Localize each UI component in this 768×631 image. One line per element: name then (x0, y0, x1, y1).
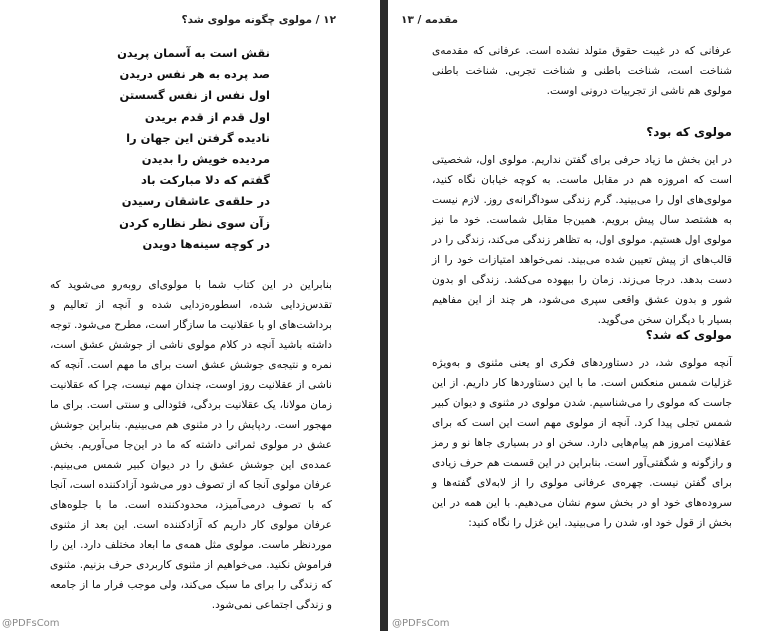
poem-line: گفتم که دلا مبارکت باد (141, 173, 270, 188)
intro-paragraph: عرفانی که در غیبت حقوق متولد نشده است. عرفانی که مقدمه‌ی شناخت است، شناخت باطنی و شناخت تجربی. شناخت باطنی مولوی هم ناشی از تجربیات درونی اوست. (432, 45, 732, 97)
poem-line: نادیده گرفتن این جهان را (126, 130, 270, 145)
poem-line: صد پرده به هر نفس دریدن (119, 67, 270, 82)
body-paragraph: بنابراین در این کتاب شما با مولوی‌ای روبه‌رو می‌شوید که تقدس‌زدایی شده، اسطوره‌زدایی شده و آنچه از تعالیم و برداشت‌های او با عقلانیت ما سازگار است، مطرح می‌شود. توجه داشته باشید آنچه در کلام مولوی ناشی از جوشش عشق است، نمره و نتیجه‌ی جوشش عشق است برای ما مهم است. آنچه که ناشی از عقلانیت روز اوست، چندان مهم نیست، چرا که عقلانیت زمان مولانا، یک عقلانیت بردگی، فئودالی و سنتی است. برای ما مهجور است. ردپایش را در مثنوی هم می‌بینیم. بنابراین جوشش عشق در مولوی ثمراتی داشته که ما در این‌جا می‌آوریم. بخش عمده‌ی این جوشش عشق را در دیوان کبیر شمس می‌بینیم. عرفان مولوی آنجا که از تصوف دور می‌شود آزادکننده است، آنجا که با تصوف درمی‌آمیزد، محدودکننده است. ما با جلوه‌های عرفان مولوی کار داریم که آزادکننده است. این بعد از مثنوی موردنظر ماست. مولوی مثل همه‌ی ما ابعاد مختلف دارد. این را فراموش نکنید. می‌خواهیم از مثنوی کاربردی حرف بزنیم. مثنوی که زندگی را برای ما سبک می‌کند، ولی موجب فرار ما از جامعه و زندگی اجتماعی نمی‌شود. (50, 279, 332, 611)
left-page (0, 0, 380, 631)
poem (90, 43, 270, 255)
section-heading-what: مولوی که شد؟ (645, 328, 732, 342)
page-header: مقدمه / ۱۳ (401, 14, 458, 26)
poem-line: اول نفس از نفس گسستن (119, 88, 270, 103)
poem-line: اول قدم از قدم بریدن (144, 109, 270, 124)
poem-line: در کوچه سینه‌ها دویدن (142, 236, 270, 251)
poem-line: در حلقه‌ی عاشقان رسیدن (121, 194, 270, 209)
body-paragraph: آنچه مولوی شد، در دستاوردهای فکری او یعنی مثنوی و به‌ویژه غزلیات شمس منعکس است. ما با این دستاوردها کار داریم. از این جاست که مولوی را می‌شناسیم. شدن مولوی در مثنوی و دیوان کبیر شمس تجلی پیدا کرد. آنچه از مولوی مهم است این است که برای عقلانیت امروز هم پیام‌هایی دارد. سخن او در بسیاری جاها نو و رمز و رازگونه و شگفتی‌آور است. بنابراین در این قسمت هم حرف زیادی برای گفتن نیست. چهره‌ی عرفانی مولوی را از لابه‌لای گفته‌ها و سروده‌های خود او در بخش سوم نشان می‌دهیم. با این همه در این بخش از قول خود او، شدن را می‌بینید. این غزل را نگاه کنید: (432, 357, 732, 529)
poem-line: مردیده خویش را بدیدن (141, 151, 270, 166)
body-paragraph: در این بخش ما زیاد حرفی برای گفتن نداریم. مولوی اول، شخصیتی است که امروزه هم در مقابل ماست. به کوچه خیابان نگاه کنید، مولوی‌های اول را می‌بینید. گرم زندگی سوداگرانه‌ی روز. لازم نیست به هشتصد سال پیش برویم. همین‌جا مقابل شماست. خود ما نیز مولوی اول هستیم. مولوی اول، به تظاهر زندگی می‌کند، زندگی را در قالب‌های از پیش تعیین شده می‌بیند. نمی‌خواهد امتیازات خود را از دست بدهد. درجا می‌زند. زمان را بیهوده می‌کشد. زندگی او بدون شور و بدون عشق واقعی سپری می‌شود، هر چند از این مفاهیم بسیار با دیگران سخن می‌گوید. (432, 154, 732, 326)
poem-line: زآن سوی نظر نظاره کردن (119, 215, 270, 230)
poem-line: نقش است به آسمان پریدن (117, 46, 270, 60)
right-page (388, 0, 768, 631)
watermark: @PDFsCom (392, 618, 450, 629)
page-header: ۱۲ / مولوی چگونه مولوی شد؟ (181, 14, 336, 26)
watermark: @PDFsCom (2, 618, 60, 629)
section-heading-who: مولوی که بود؟ (646, 125, 732, 139)
